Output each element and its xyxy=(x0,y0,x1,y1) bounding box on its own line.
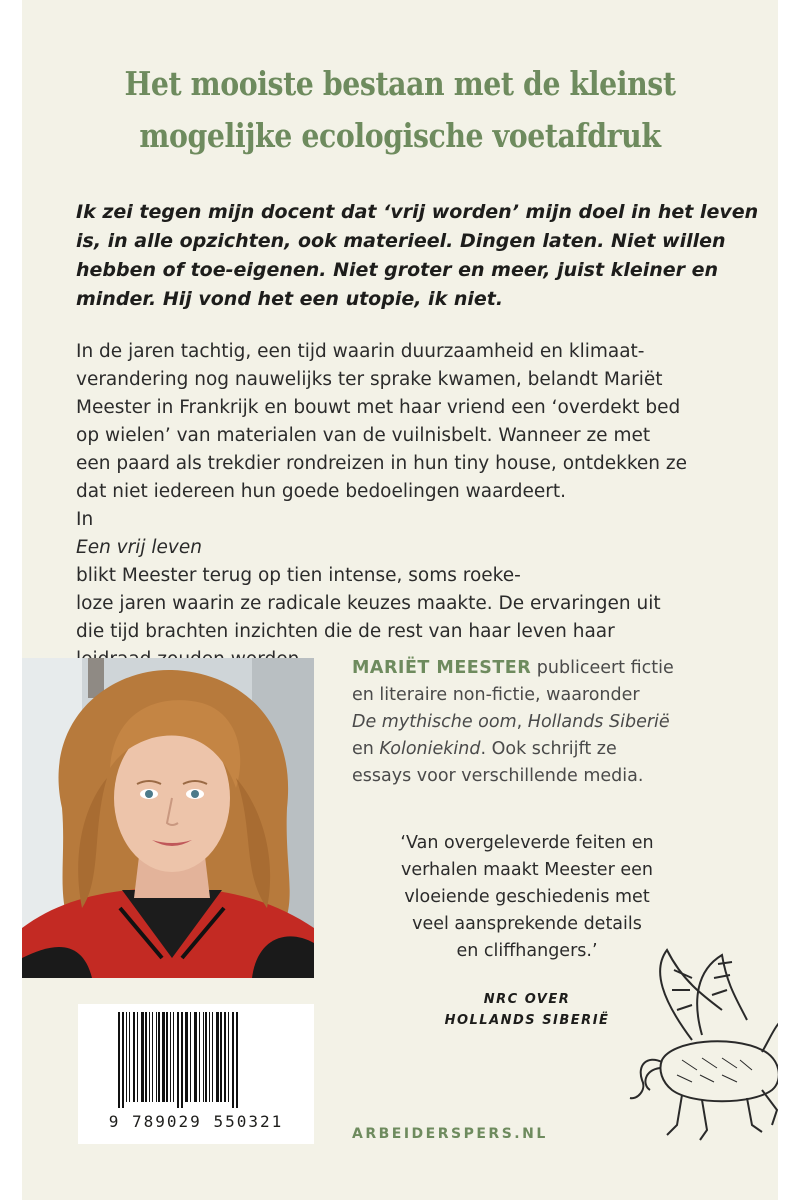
bio-text: publiceert fictie xyxy=(531,658,674,678)
quote-line: is, in alle opzichten, ook materieel. Dingen laten. Niet willen xyxy=(76,230,726,252)
blurb xyxy=(76,338,766,674)
barcode-bar xyxy=(126,1012,127,1102)
barcode-bar xyxy=(209,1012,210,1102)
blurb-line xyxy=(76,506,766,590)
blurb-line: dat niet iedereen hun goede bedoelingen waardeert. xyxy=(76,481,566,502)
barcode-bar xyxy=(156,1012,157,1102)
barcode-bar xyxy=(166,1012,168,1102)
barcode-bar xyxy=(216,1012,219,1102)
headline-line: Het mooiste bestaan met de kleinst xyxy=(124,64,676,103)
book-title: Hollands Siberië xyxy=(527,712,670,732)
source-line: NRC OVER xyxy=(483,992,571,1007)
barcode-bar xyxy=(170,1012,171,1102)
author-name: MARIËT MEESTER xyxy=(352,658,532,678)
barcode-bar xyxy=(122,1012,124,1108)
book-title: Een vrij leven xyxy=(76,537,202,558)
blurb-prefix: In xyxy=(76,509,94,530)
review-line: verhalen maakt Meester een xyxy=(401,860,653,880)
barcode-bar xyxy=(118,1012,120,1108)
blurb-line: loze jaren waarin ze radicale keuzes maakte. De ervaringen uit xyxy=(76,593,661,614)
blurb-line: verandering nog nauwelijks ter sprake kwamen, belandt Mariët xyxy=(76,369,663,390)
bio-line: essays voor verschillende media. xyxy=(352,766,644,786)
bio-text: . Ook schrijft ze xyxy=(480,739,617,759)
quote-line: hebben of toe-eigenen. Niet groter en meer, juist kleiner en xyxy=(76,259,719,281)
barcode-bar xyxy=(137,1012,138,1102)
barcode-bar xyxy=(149,1012,150,1102)
barcode-bar xyxy=(236,1012,238,1108)
blurb-suffix: blikt Meester terug op tien intense, soms roeke- xyxy=(76,565,521,586)
blurb-line: In de jaren tachtig, een tijd waarin duurzaamheid en klimaat- xyxy=(76,341,645,362)
barcode-bar xyxy=(185,1012,188,1102)
headline xyxy=(75,58,725,162)
source-line: HOLLANDS SIBERIË xyxy=(444,1013,610,1028)
barcode-bar xyxy=(212,1012,213,1102)
barcode xyxy=(78,1004,314,1144)
back-cover xyxy=(22,0,778,1200)
barcode-bar xyxy=(190,1012,191,1102)
bio-line: en literaire non-fictie, waaronder xyxy=(352,685,640,705)
barcode-bars xyxy=(78,1004,314,1114)
barcode-bar xyxy=(177,1012,179,1108)
barcode-bar xyxy=(133,1012,135,1102)
book-title: Koloniekind xyxy=(379,739,481,759)
quote-line: Ik zei tegen mijn docent dat ‘vrij worden’ mijn doel in het leven xyxy=(76,201,759,223)
barcode-bar xyxy=(232,1012,234,1108)
author-bio xyxy=(352,655,752,790)
review-line: ‘Van overgeleverde feiten en xyxy=(400,833,654,853)
barcode-bar xyxy=(203,1012,204,1102)
barcode-bar xyxy=(199,1012,200,1102)
headline-line: mogelijke ecologische voetafdruk xyxy=(139,116,661,155)
review-line: vloeiende geschiedenis met xyxy=(404,887,650,907)
barcode-bar xyxy=(152,1012,153,1102)
author-photo xyxy=(22,658,314,978)
bio-separator: , xyxy=(516,712,528,732)
barcode-bar xyxy=(205,1012,207,1102)
barcode-bar xyxy=(145,1012,147,1102)
quote-line: minder. Hij vond het een utopie, ik niet. xyxy=(76,288,504,310)
bio-line xyxy=(352,709,752,736)
winged-horse-icon xyxy=(622,940,778,1150)
barcode-bar xyxy=(224,1012,226,1102)
book-title: De mythische oom xyxy=(352,712,517,732)
review-line: veel aansprekende details xyxy=(412,914,642,934)
barcode-bar xyxy=(228,1012,229,1102)
barcode-bar xyxy=(162,1012,165,1102)
blurb-line: een paard als trekdier rondreizen in hun tiny house, ontdekken ze xyxy=(76,453,687,474)
author-portrait xyxy=(22,658,314,978)
bio-text: en xyxy=(352,739,380,759)
barcode-bar xyxy=(173,1012,174,1102)
barcode-bar xyxy=(158,1012,160,1102)
blurb-line: die tijd brachten inzichten die de rest van haar leven haar xyxy=(76,621,615,642)
barcode-bar xyxy=(220,1012,222,1102)
publisher-url: ARBEIDERSPERS.NL xyxy=(352,1126,548,1142)
opening-quote xyxy=(76,198,759,314)
review-line: en cliffhangers.’ xyxy=(456,941,598,961)
barcode-bar xyxy=(181,1012,183,1108)
blurb-line: op wielen’ van materialen van de vuilnisbelt. Wanneer ze met xyxy=(76,425,651,446)
blurb-line: Meester in Frankrijk en bouwt met haar vriend een ‘overdekt bed xyxy=(76,397,681,418)
isbn-number: 9 789029 550321 xyxy=(108,1112,284,1131)
barcode-bar xyxy=(194,1012,197,1102)
barcode-bar xyxy=(141,1012,144,1102)
bio-line xyxy=(352,736,752,763)
barcode-bar xyxy=(129,1012,130,1102)
bio-line xyxy=(352,655,752,682)
